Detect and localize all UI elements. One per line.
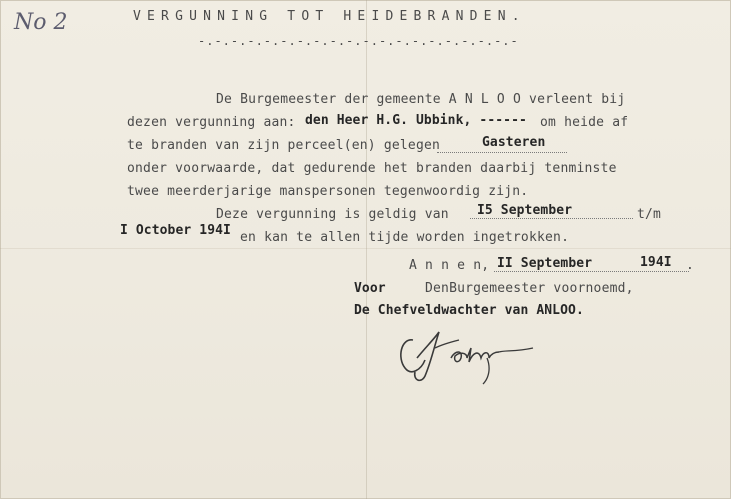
body-line-2-start: dezen vergunning aan: bbox=[127, 115, 296, 130]
date-dotted-line bbox=[494, 270, 689, 272]
filled-name: den Heer H.G. Ubbink, ------ bbox=[305, 113, 527, 128]
location-dotted-line bbox=[437, 151, 567, 153]
paper-fold-vertical bbox=[366, 0, 367, 499]
body-line-3: te branden van zijn perceel(en) gelegen bbox=[127, 138, 441, 153]
document-number: No 2 bbox=[14, 10, 68, 35]
paper-fold-horizontal bbox=[0, 248, 731, 249]
handwritten-signature bbox=[395, 318, 545, 386]
date-end: . bbox=[686, 258, 695, 273]
title-underline: -.-.-.-.-.-.-.-.-.-.-.-.-.-.-.-.-.-.-.- bbox=[198, 34, 519, 48]
filled-location: Gasteren bbox=[482, 135, 546, 150]
date-place: A n n e n, bbox=[409, 258, 490, 273]
body-line-5: twee meerderjarige manspersonen tegenwoordig zijn. bbox=[127, 184, 529, 199]
voor-label: Voor bbox=[354, 281, 386, 296]
body-line-1: De Burgemeester der gemeente A N L O O verleent bij bbox=[216, 92, 626, 107]
role-line: DenBurgemeester voornoemd, bbox=[425, 281, 634, 296]
body-line-7: en kan te allen tijde worden ingetrokken. bbox=[240, 230, 570, 245]
officer-line: De Chefveldwachter van ANLOO. bbox=[354, 303, 584, 318]
body-line-4: onder voorwaarde, dat gedurende het branden daarbij tenminste bbox=[127, 161, 617, 176]
document-title: VERGUNNING TOT HEIDEBRANDEN. bbox=[133, 9, 526, 24]
body-line-6-start: Deze vergunning is geldig van bbox=[216, 207, 449, 222]
filled-date: II September bbox=[497, 256, 593, 271]
body-line-2-end: om heide af bbox=[540, 115, 629, 130]
body-line-6-end: t/m bbox=[637, 207, 662, 222]
start-date-dotted-line bbox=[470, 217, 633, 219]
filled-year: 194I bbox=[640, 255, 672, 270]
filled-start-date: I5 September bbox=[477, 203, 573, 218]
filled-end-date: I October 194I bbox=[120, 223, 231, 238]
